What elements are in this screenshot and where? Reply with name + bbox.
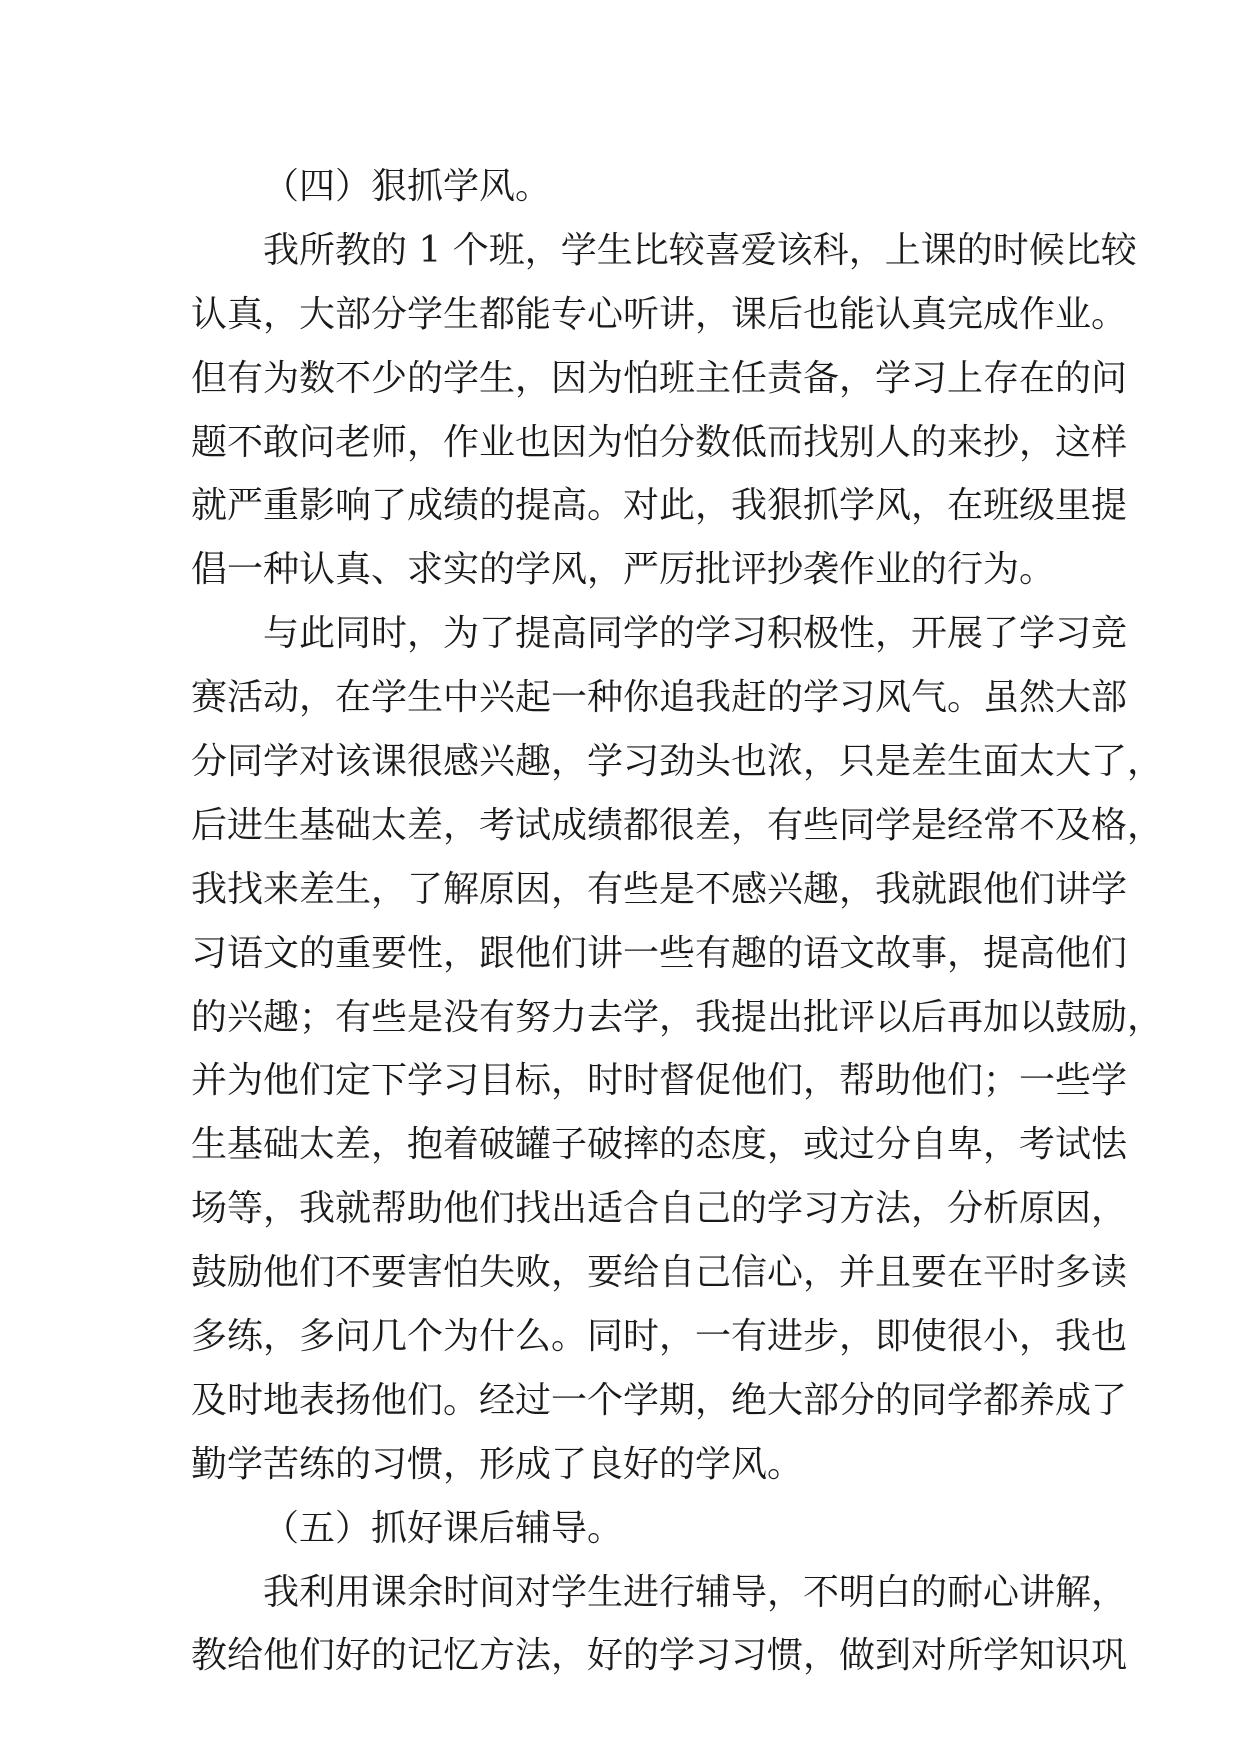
paragraph-line: 赛活动，在学生中兴起一种你追我赶的学习风气。虽然大部: [191, 677, 1128, 719]
paragraph-line: 多练，多问几个为什么。同时，一有进步，即使很小，我也: [191, 1316, 1128, 1358]
paragraph-line: 认真，大部分学生都能专心听讲，课后也能认真完成作业。: [191, 293, 1128, 335]
paragraph-line: 后进生基础太差，考试成绩都很差，有些同学是经常不及格，: [191, 804, 1164, 846]
paragraph-line: 分同学对该课很感兴趣，学习劲头也浓，只是差生面太大了，: [191, 741, 1164, 783]
paragraph-line: 勤学苦练的习惯，形成了良好的学风。: [191, 1443, 804, 1485]
paragraph-line: 就严重影响了成绩的提高。对此，我狠抓学风，在班级里提: [191, 485, 1128, 527]
paragraph-line: 我利用课余时间对学生进行辅导，不明白的耐心讲解，: [263, 1571, 1128, 1613]
paragraph-line: 生基础太差，抱着破罐子破摔的态度，或过分自卑，考试怯: [191, 1124, 1128, 1166]
paragraph-line: 我所教的 1 个班，学生比较喜爱该科，上课的时候比较: [263, 229, 1137, 271]
paragraph-line: 倡一种认真、求实的学风，严厉批评抄袭作业的行为。: [191, 549, 1056, 591]
document-body: [191, 155, 1164, 1688]
section-heading-4: （四）狠抓学风。: [263, 166, 552, 207]
paragraph-line: 并为他们定下学习目标，时时督促他们，帮助他们；一些学: [191, 1060, 1128, 1102]
paragraph-line: 场等，我就帮助他们找出适合自己的学习方法，分析原因，: [191, 1188, 1128, 1230]
paragraph-line: 鼓励他们不要害怕失败，要给自己信心，并且要在平时多读: [191, 1252, 1128, 1294]
paragraph-line: 与此同时，为了提高同学的学习积极性，开展了学习竞: [263, 613, 1128, 655]
section-heading-5: （五）抓好课后辅导。: [263, 1507, 624, 1549]
paragraph-line: 及时地表扬他们。经过一个学期，绝大部分的同学都养成了: [191, 1379, 1128, 1421]
paragraph-line: 题不敢问老师，作业也因为怕分数低而找别人的来抄，这样: [191, 421, 1128, 463]
paragraph-line: 习语文的重要性，跟他们讲一些有趣的语文故事，提高他们: [191, 932, 1128, 974]
paragraph-line: 我找来差生，了解原因，有些是不感兴趣，我就跟他们讲学: [191, 868, 1128, 910]
paragraph-line: 但有为数不少的学生，因为怕班主任责备，学习上存在的问: [191, 357, 1128, 399]
paragraph-line: 的兴趣；有些是没有努力去学，我提出批评以后再加以鼓励，: [191, 996, 1164, 1038]
paragraph-line: 教给他们好的记忆方法，好的学习习惯，做到对所学知识巩: [191, 1635, 1128, 1677]
